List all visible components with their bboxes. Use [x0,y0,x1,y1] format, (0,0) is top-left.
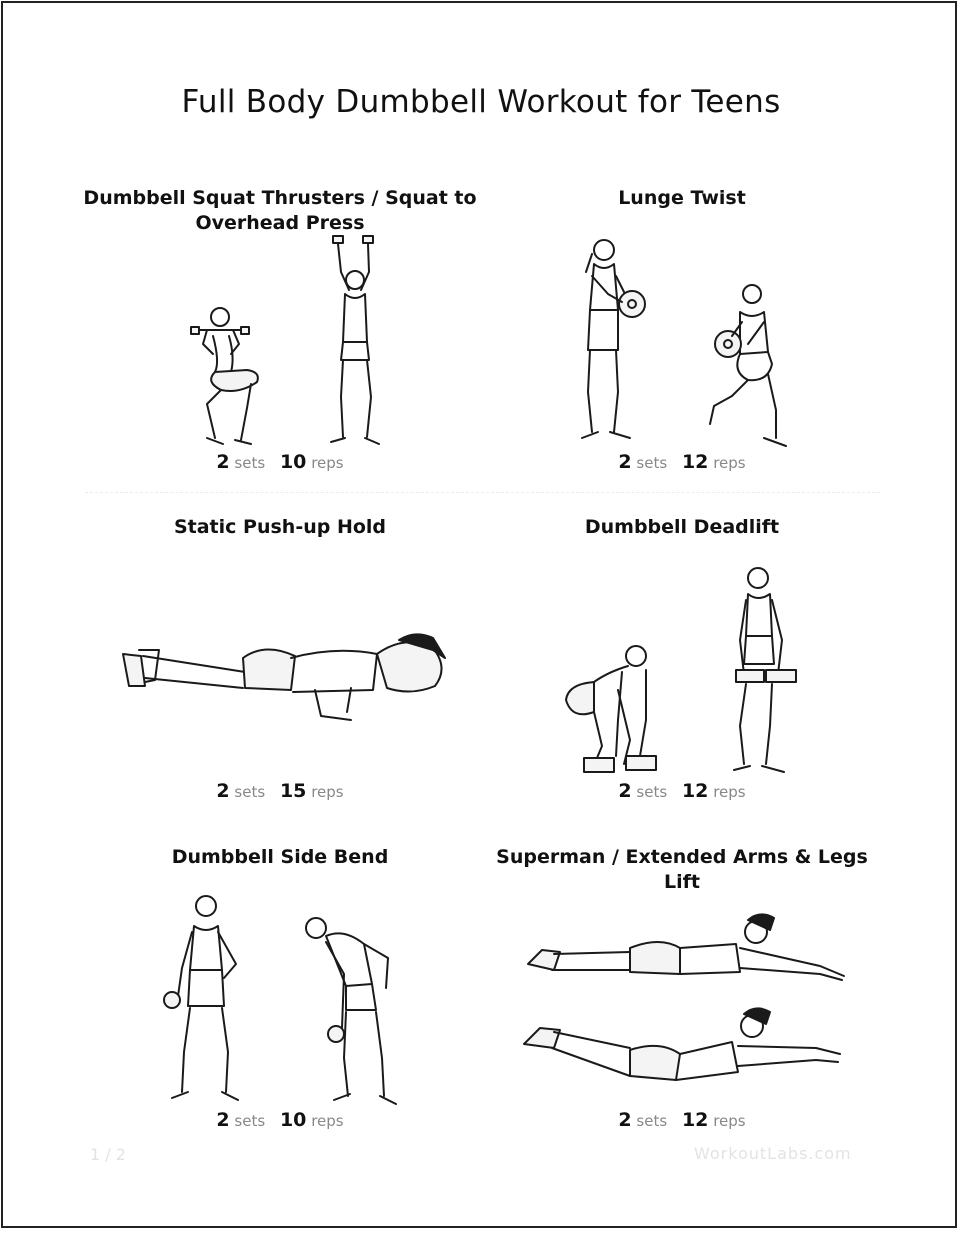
exercise-title-line: Lift [664,871,700,893]
exercise-title-line: Dumbbell Squat Thrusters / Squat to [83,187,477,209]
squat-figure [191,308,258,444]
side-bend-illustration [160,888,410,1113]
sets-label: sets [234,783,266,801]
exercise-title-dumbbell-deadlift [462,515,902,540]
sets-label: sets [636,454,668,472]
deadlift-bottom-figure [566,646,656,772]
reps-label: reps [311,1112,344,1130]
exercise-title-line: Dumbbell Deadlift [584,516,780,538]
squat-thruster-illustration [185,232,385,457]
sets-count: 2 [618,1109,632,1131]
sets-count: 2 [618,780,632,802]
lunge-plate-figure [710,285,786,446]
reps-count: 12 [681,451,709,473]
sets-label: sets [234,1112,266,1130]
push-up-hold-illustration [115,628,455,728]
exercise-title-line: Superman / Extended Arms & Legs [496,846,868,868]
exercise-title-lunge-twist [462,186,902,211]
exercise-title-squat-thrusters [60,186,500,236]
push-up-figure [123,634,445,720]
sets-label: sets [636,1112,668,1130]
reps-count: 10 [279,451,307,473]
sets-reps-static-push-up-hold [170,780,390,802]
exercise-title-line: Lunge Twist [618,187,746,209]
exercise-title-line: Overhead Press [195,212,365,234]
superman-rest-figure [528,914,844,980]
sets-reps-superman [572,1109,792,1131]
reps-count: 12 [681,1109,709,1131]
sets-count: 2 [216,451,230,473]
exercise-title-line: Static Push-up Hold [173,516,387,538]
sets-count: 2 [216,1109,230,1131]
sets-count: 2 [216,780,230,802]
deadlift-top-figure [734,568,796,772]
exercise-title-line: Dumbbell Side Bend [171,846,389,868]
reps-label: reps [311,454,344,472]
exercise-title-dumbbell-side-bend [60,845,500,870]
page-indicator: 1 / 2 [90,1145,126,1164]
reps-label: reps [713,1112,746,1130]
side-bend-standing-figure [164,896,238,1100]
sets-reps-dumbbell-side-bend [170,1109,390,1131]
brand-watermark: WorkoutLabs.com [694,1144,852,1163]
row-divider [85,492,880,493]
reps-label: reps [713,783,746,801]
sets-label: sets [234,454,266,472]
deadlift-illustration [558,560,808,785]
reps-count: 10 [279,1109,307,1131]
side-bend-lean-figure [306,918,396,1104]
reps-label: reps [713,454,746,472]
standing-plate-figure [582,240,645,438]
reps-label: reps [311,783,344,801]
reps-count: 15 [279,780,307,802]
sets-reps-squat-thrusters [170,451,390,473]
sets-reps-dumbbell-deadlift [572,780,792,802]
overhead-press-figure [331,236,379,444]
superman-illustration [520,908,850,1088]
exercise-title-static-push-up-hold [60,515,500,540]
sets-reps-lunge-twist [572,451,792,473]
lunge-twist-illustration [572,232,802,457]
exercise-title-superman [462,845,902,895]
sets-label: sets [636,783,668,801]
sets-count: 2 [618,451,632,473]
document-title: Full Body Dumbbell Workout for Teens [181,84,781,120]
superman-lift-figure [524,1008,840,1080]
reps-count: 12 [681,780,709,802]
